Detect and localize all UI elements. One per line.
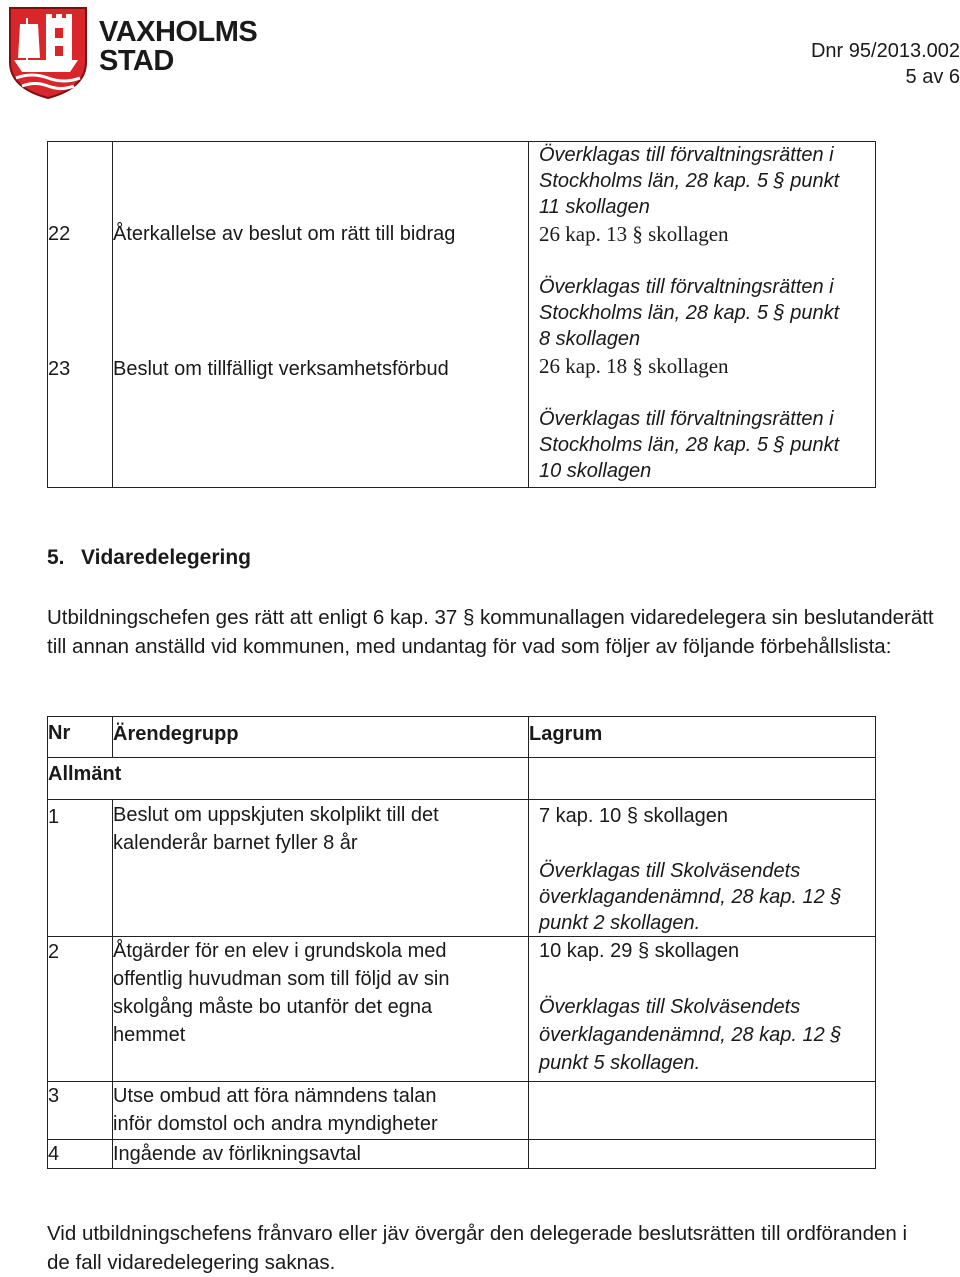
appeal-line: överklagandenämnd, 28 kap. 12 § — [529, 884, 875, 910]
law-cell — [529, 937, 876, 1082]
appeal-line: överklagandenämnd, 28 kap. 12 § — [529, 1021, 875, 1049]
case-title — [113, 1082, 529, 1140]
coat-of-arms-icon — [6, 4, 90, 100]
law-reference: 26 kap. 13 § skollagen — [529, 220, 875, 248]
header-law: Lagrum — [529, 717, 876, 758]
category-empty-cell — [529, 758, 876, 800]
document-reference — [811, 38, 960, 90]
table-row — [48, 937, 876, 1082]
case-title-line: Åtgärder för en elev i grundskola med — [113, 937, 528, 965]
header-group: Ärendegrupp — [113, 717, 529, 758]
case-title-line: offentlig huvudman som till följd av sin — [113, 965, 528, 993]
section-number: 5. — [47, 546, 81, 570]
case-title — [113, 937, 529, 1082]
law-reference: 10 kap. 29 § skollagen — [529, 937, 875, 965]
appeal-line: Stockholms län, 28 kap. 5 § punkt — [529, 432, 875, 458]
case-title-line: skolgång måste bo utanför det egna — [113, 993, 528, 1021]
appeal-line: Överklagas till förvaltningsrätten i — [529, 142, 875, 168]
case-title-line: hemmet — [113, 1021, 528, 1049]
logo-line1: VAXHOLMS — [99, 18, 257, 47]
nr-column — [48, 142, 113, 488]
delegation-table-continued — [47, 141, 876, 488]
law-cell-empty — [529, 1140, 876, 1169]
appeal-line: Överklagas till förvaltningsrätten i — [529, 406, 875, 432]
footer-line: de fall vidaredelegering saknas. — [47, 1249, 960, 1277]
case-title-line: Ingående av förlikningsavtal — [113, 1140, 528, 1168]
case-title: Beslut om tillfälligt verksamhetsförbud — [113, 356, 528, 382]
category-label: Allmänt — [48, 758, 529, 800]
appeal-line: Stockholms län, 28 kap. 5 § punkt — [529, 300, 875, 326]
appeal-line: 10 skollagen — [529, 458, 875, 484]
case-title-line: kalenderår barnet fyller 8 år — [113, 829, 528, 857]
case-title — [113, 1140, 529, 1169]
table-row — [48, 1082, 876, 1140]
section-paragraph: Utbildningschefen ges rätt att enligt 6 kap. 37 § kommunallagen vidaredelegera sin beslutanderätt till annan anställd vid kommunen, med undantag för vad som följer av följande förbehållslista: — [47, 604, 952, 661]
appeal-line: Överklagas till Skolväsendets — [529, 993, 875, 1021]
row-nr: 22 — [48, 221, 112, 247]
row-nr: 1 — [48, 800, 113, 937]
page-number: 5 av 6 — [811, 64, 960, 90]
appeal-line: punkt 2 skollagen. — [529, 910, 875, 936]
table-header-row — [48, 717, 876, 758]
footer-line: Vid utbildningschefens frånvaro eller jäv övergår den delegerade beslutsrätten till ordföranden i — [47, 1220, 960, 1249]
logo-line2: STAD — [99, 47, 257, 76]
appeal-line: Stockholms län, 28 kap. 5 § punkt — [529, 168, 875, 194]
law-cell — [529, 800, 876, 937]
appeal-line: punkt 5 skollagen. — [529, 1049, 875, 1077]
category-row — [48, 758, 876, 800]
section-title: Vidaredelegering — [81, 546, 251, 569]
footer-paragraph — [47, 1220, 960, 1277]
law-cell-empty — [529, 1082, 876, 1140]
case-title-line: inför domstol och andra myndigheter — [113, 1110, 528, 1138]
law-column — [529, 142, 876, 488]
case-group-column — [113, 142, 529, 488]
row-nr: 2 — [48, 937, 113, 1082]
logo-wordmark — [99, 18, 257, 76]
case-title — [113, 800, 529, 937]
dnr-number: Dnr 95/2013.002 — [811, 38, 960, 64]
reservation-list-table — [47, 716, 876, 1169]
law-reference: 7 kap. 10 § skollagen — [529, 802, 875, 830]
appeal-line: Överklagas till förvaltningsrätten i — [529, 274, 875, 300]
case-title-line: Beslut om uppskjuten skolplikt till det — [113, 801, 528, 829]
vaxholms-stad-logo — [6, 4, 256, 100]
appeal-line: Överklagas till Skolväsendets — [529, 858, 875, 884]
header-nr: Nr — [48, 717, 113, 758]
case-title: Återkallelse av beslut om rätt till bidrag — [113, 221, 528, 247]
appeal-line: 11 skollagen — [529, 194, 875, 220]
table-row — [48, 800, 876, 937]
law-reference: 26 kap. 18 § skollagen — [529, 352, 875, 380]
row-nr: 23 — [48, 356, 112, 382]
row-nr: 3 — [48, 1082, 113, 1140]
case-title-line: Utse ombud att föra nämndens talan — [113, 1082, 528, 1110]
table-row — [48, 142, 876, 488]
table-row — [48, 1140, 876, 1169]
row-nr: 4 — [48, 1140, 113, 1169]
section-heading — [47, 546, 251, 570]
appeal-line: 8 skollagen — [529, 326, 875, 352]
